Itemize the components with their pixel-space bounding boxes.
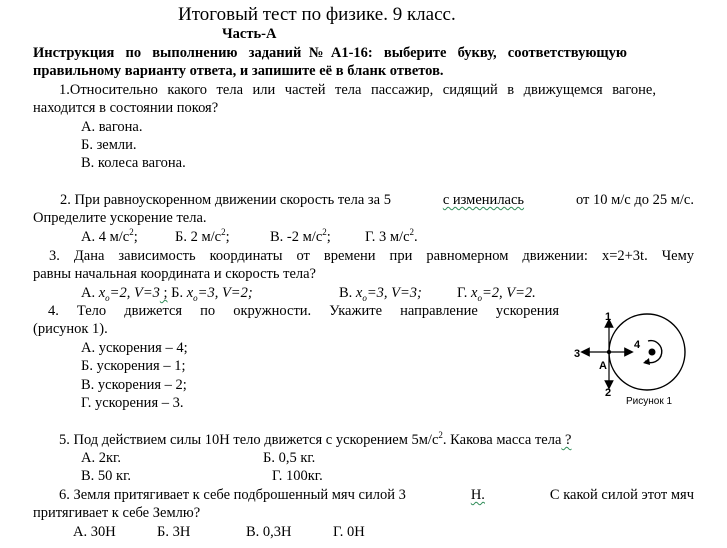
page-title: Итоговый тест по физике. 9 класс. xyxy=(178,4,456,25)
q2-option-b: Б. 2 $м/с^2$; xyxy=(175,227,230,245)
q4-option-b: Б. ускорения – 1; xyxy=(81,358,186,374)
question-6-text: 6. Земля притягивает к себе подброшенный мяч силой 3 Н. С какой силой этот мяч xyxy=(59,487,694,503)
figure-label-1: 1 xyxy=(605,311,612,323)
q2-text-part-c: от 10 м/с до 25 м/с. xyxy=(572,192,694,208)
q5-option-c: В. 50 кг. xyxy=(81,468,132,484)
q1-option-a: А. вагона. xyxy=(81,119,143,135)
q1-option-b: Б. земли. xyxy=(81,137,137,153)
question-2-text xyxy=(60,191,694,209)
figure-caption: Рисунок 1 xyxy=(626,396,673,407)
q3-option-c: В. $х_о=3$, V=3; xyxy=(339,285,422,303)
rotation-arrowhead xyxy=(643,358,650,365)
body-point xyxy=(607,350,611,354)
q2-option-d: Г. 3 $м/с^2$. xyxy=(365,227,418,245)
q5-option-d: Г. 100кг. xyxy=(272,468,323,484)
q3-options-row xyxy=(81,284,253,302)
q6-option-c: В. 0,3Н xyxy=(246,524,292,540)
question-1-text-cont: находится в состоянии покоя? xyxy=(33,100,219,116)
question-3-text: 3. Дана зависимость координаты от времени при равномерном движении: х=2+3t. Чему xyxy=(49,248,694,264)
q6-option-d: Г. 0Н xyxy=(333,524,365,540)
question-5-text: 5. Под действием силы 10Н тело движется с ускорением $5м/с^2$. Какова масса тела ? xyxy=(59,430,572,448)
question-1-text: 1.Относительно какого тела или частей тела пассажир, сидящий в движущемся вагоне, xyxy=(59,82,656,98)
q4-option-c: В. ускорения – 2; xyxy=(81,377,187,393)
question-2-text-cont: Определите ускорение тела. xyxy=(33,210,207,226)
question-4-text: 4. Тело движется по окружности. Укажите направление ускорения xyxy=(48,303,559,319)
q1-option-c: В. колеса вагона. xyxy=(81,155,186,171)
q4-option-a: А. ускорения – 4; xyxy=(81,340,188,356)
figure-label-4: 4 xyxy=(634,339,641,351)
q5-option-b: Б. 0,5 кг. xyxy=(263,450,316,466)
figure-label-a: А xyxy=(599,360,607,372)
center-point xyxy=(649,349,656,356)
q2-text-part-a: 2. При равноускоренном движении скорость тела за 5 xyxy=(60,192,395,208)
figure-label-2: 2 xyxy=(605,387,612,399)
q3-option-d: Г. $х_о=2$, V=2. xyxy=(457,285,536,303)
q2-text-part-b: с изменилась xyxy=(442,192,525,208)
q3-option-b: Б. $х_о=3$, V=2; xyxy=(167,285,253,303)
question-4-text-cont: (рисунок 1). xyxy=(33,321,108,337)
figure-label-3: 3 xyxy=(574,348,581,360)
q2-option-a: А. 4 $м/с^2$; xyxy=(81,227,138,245)
question-3-text-cont: равны начальная координата и скорость тела? xyxy=(33,266,316,282)
q4-option-d: Г. ускорения – 3. xyxy=(81,395,184,411)
q6-option-a: А. 30Н xyxy=(73,524,116,540)
instruction-line-2: правильному варианту ответа, и запишите её в бланк ответов. xyxy=(33,63,444,79)
q5-option-a: А. 2кг. xyxy=(81,450,121,466)
question-6-text-cont: притягивает к себе Землю? xyxy=(33,505,201,521)
part-heading: Часть-А xyxy=(222,26,277,42)
q3-option-a: А. $х_о=2$, V=3 ; xyxy=(81,285,168,303)
q2-option-c: В. -2 $м/с^2$; xyxy=(270,227,331,245)
q6-option-b: Б. 3Н xyxy=(157,524,191,540)
instruction-line-1: Инструкция по выполнению заданий№А1-16: выберите букву, соответствующую xyxy=(33,45,627,61)
